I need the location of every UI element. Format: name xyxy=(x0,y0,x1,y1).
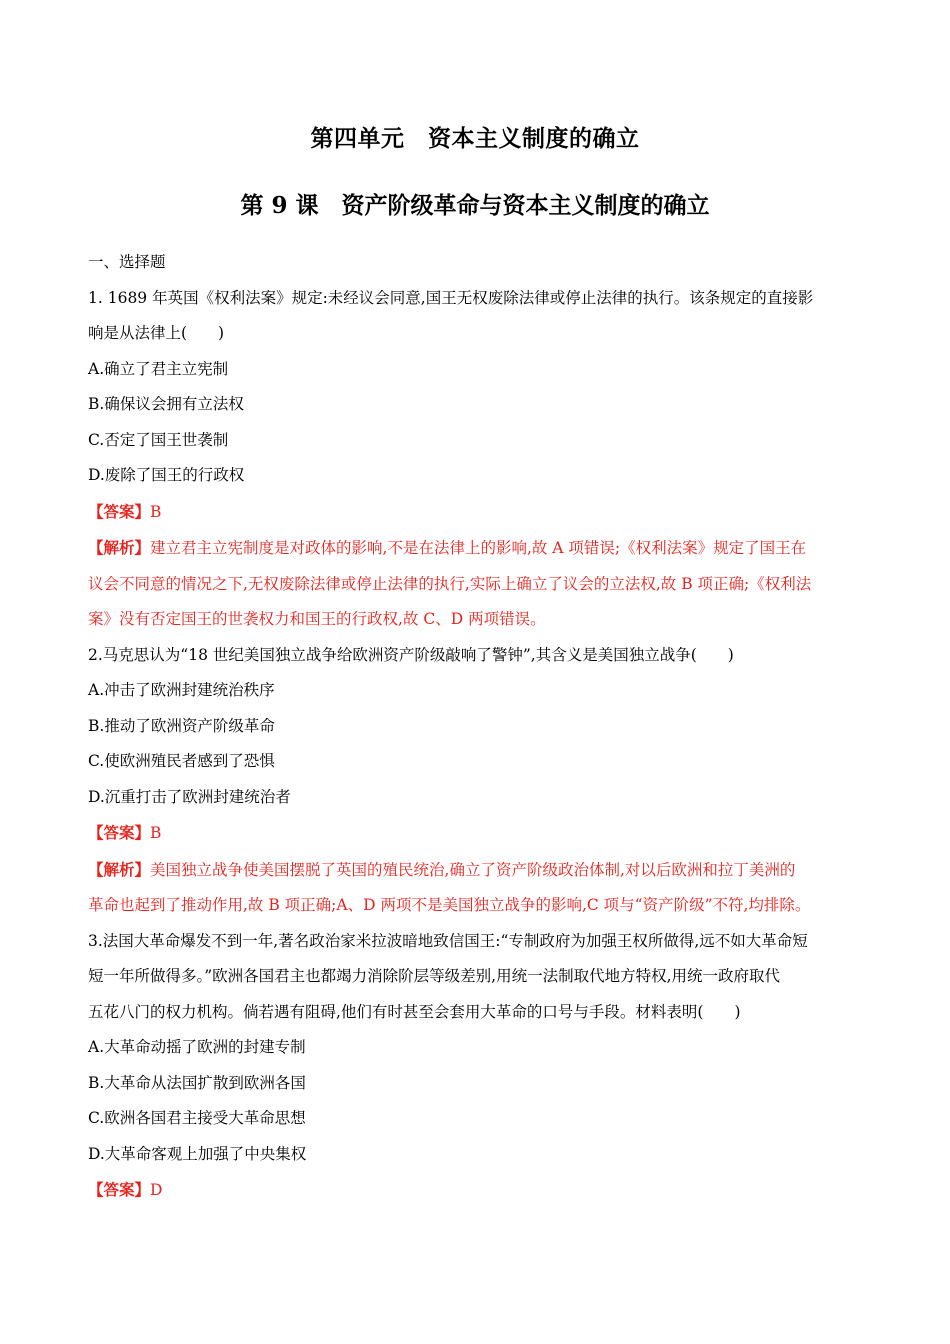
question-2 xyxy=(88,638,868,924)
analysis-line xyxy=(88,852,868,889)
option-c: C.否定了国王世袭制 xyxy=(88,430,229,449)
analysis-line: 议会不同意的情况之下,无权废除法律或停止法律的执行,实际上确立了议会的立法权,故 B 项正确;《权利法 xyxy=(88,574,812,593)
question-stem-line: 短一年所做得多。”欧洲各国君主也都竭力消除阶层等级差别,用统一法制取代地方特权,用统一政府取代 xyxy=(88,967,781,985)
answer-label: 【答案】 xyxy=(88,823,151,842)
document-body xyxy=(88,245,868,1209)
unit-title: 第四单元 资本主义制度的确立 xyxy=(310,125,640,152)
question-stem-line: 1. 1689 年英国《权利法案》规定:未经议会同意,国王无权废除法律或停止法律的执行。该条规定的直接影 xyxy=(88,288,814,307)
answer-line xyxy=(88,815,868,852)
option-d: D.大革命客观上加强了中央集权 xyxy=(88,1144,307,1163)
question-stem-line: 响是从法律上( ) xyxy=(88,324,225,342)
option-a: A.大革命动摇了欧洲的封建专制 xyxy=(88,1038,306,1056)
analysis-text: 美国独立战争使美国摆脱了英国的殖民统治,确立了资产阶级政治体制,对以后欧洲和拉丁美洲的 xyxy=(150,860,796,879)
option-a: A.确立了君主立宪制 xyxy=(88,359,229,378)
question-stem-line: 五花八门的权力机构。倘若遇有阻碍,他们有时甚至会套用大革命的口号与手段。材料表明( ) xyxy=(88,1002,741,1021)
analysis-label: 【解析】 xyxy=(88,538,151,557)
question-stem-line: 2.马克思认为“18 世纪美国独立战争给欧洲资产阶级敲响了警钟”,其含义是美国独立战争( ) xyxy=(88,645,734,664)
answer-value: D xyxy=(150,1181,163,1199)
question-stem-line: 3.法国大革命爆发不到一年,著名政治家米拉波暗地致信国王:“专制政府为加强王权所做得,远不如大革命短 xyxy=(88,931,808,950)
answer-label: 【答案】 xyxy=(88,1180,151,1199)
lesson-title: 第 9 课 资产阶级革命与资本主义制度的确立 xyxy=(240,192,710,219)
option-b: B.推动了欧洲资产阶级革命 xyxy=(88,716,275,735)
answer-value: B xyxy=(150,824,162,842)
section-heading: 一、选择题 xyxy=(88,253,166,271)
option-c: C.欧洲各国君主接受大革命思想 xyxy=(88,1109,306,1127)
option-a: A.冲击了欧洲封建统治秩序 xyxy=(88,681,275,699)
analysis-line: 案》没有否定国王的世袭权力和国王的行政权,故 C、D 两项错误。 xyxy=(88,610,546,628)
option-b: B.确保议会拥有立法权 xyxy=(88,395,244,413)
analysis-line xyxy=(88,530,868,567)
question-1 xyxy=(88,281,868,638)
question-3 xyxy=(88,924,868,1209)
option-d: D.沉重打击了欧洲封建统治者 xyxy=(88,787,291,806)
analysis-label: 【解析】 xyxy=(88,859,151,879)
analysis-line: 革命也起到了推动作用,故 B 项正确;A、D 两项不是美国独立战争的影响,C 项与“资产阶级”不符,均排除。 xyxy=(88,896,811,914)
option-c: C.使欧洲殖民者感到了恐惧 xyxy=(88,752,275,770)
answer-value: B xyxy=(150,502,162,521)
option-d: D.废除了国王的行政权 xyxy=(88,466,245,484)
answer-line xyxy=(88,1172,868,1209)
analysis-text: 建立君主立宪制度是对政体的影响,不是在法律上的影响,故 A 项错误;《权利法案》规定了国王在 xyxy=(150,539,807,557)
answer-label: 【答案】 xyxy=(88,501,151,521)
answer-line xyxy=(88,494,868,531)
option-b: B.大革命从法国扩散到欧洲各国 xyxy=(88,1073,306,1092)
